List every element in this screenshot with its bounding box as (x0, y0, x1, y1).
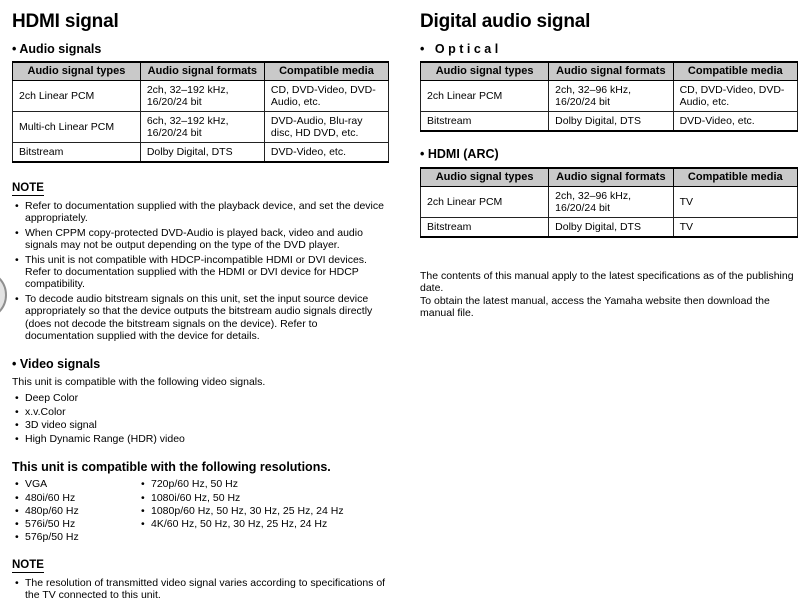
table-header-row (421, 62, 798, 81)
cell-formats: 2ch, 32–96 kHz, 16/20/24 bit (549, 81, 673, 112)
note-list (12, 577, 389, 602)
cell-media: DVD-Audio, Blu-ray disc, HD DVD, etc. (264, 112, 388, 143)
cell-type: 2ch Linear PCM (421, 81, 549, 112)
heading-resolutions: This unit is compatible with the following resolutions. (12, 460, 331, 475)
heading-hdmi-arc: • HDMI (ARC) (420, 147, 798, 161)
note-label: NOTE (12, 182, 44, 194)
cell-formats: 6ch, 32–192 kHz, 16/20/24 bit (140, 112, 264, 143)
cell-type: Bitstream (421, 112, 549, 132)
video-signals-block (12, 357, 389, 446)
hdmi-arc-table (420, 167, 798, 238)
table-row (13, 112, 389, 143)
col-header-media: Compatible media (264, 62, 388, 81)
cell-formats: Dolby Digital, DTS (549, 112, 673, 132)
cell-formats: 2ch, 32–192 kHz, 16/20/24 bit (140, 81, 264, 112)
digital-audio-signal-section (420, 12, 798, 319)
note-block-video (12, 555, 389, 602)
video-signals-intro: This unit is compatible with the following video signals. (12, 376, 266, 389)
page-title-hdmi: HDMI signal (12, 11, 119, 32)
cell-media: TV (673, 218, 797, 238)
cell-type: 2ch Linear PCM (13, 81, 141, 112)
resolution-item: • VGA (12, 478, 138, 491)
table-row (421, 112, 798, 132)
cell-media: DVD-Video, etc. (264, 143, 388, 163)
resolution-list-left (12, 478, 138, 543)
note-item: • This unit is not compatible with HDCP-incompatible HDMI or DVI devices. Refer to documentation supplied with the HDMI or DVI device for HDCP compatibility. (12, 254, 389, 291)
resolution-item: • 480p/60 Hz (12, 505, 138, 518)
table-row (421, 218, 798, 238)
cell-type: Bitstream (421, 218, 549, 238)
note-item: • Refer to documentation supplied with the playback device, and set the device appropriately. (12, 200, 389, 225)
hdmi-signal-section (12, 12, 389, 604)
footer-line: The contents of this manual apply to the latest specifications as of the publishing date. (420, 270, 794, 295)
page-turn-button[interactable] (0, 270, 7, 320)
col-header-types: Audio signal types (421, 62, 549, 81)
col-header-formats: Audio signal formats (549, 62, 673, 81)
table-header-row (421, 168, 798, 187)
note-label: NOTE (12, 558, 44, 571)
note-item: • When CPPM copy-protected DVD-Audio is played back, video and audio signals may not be output depending on the type of the DVD player. (12, 227, 389, 252)
col-header-types: Audio signal types (13, 62, 141, 81)
cell-formats: Dolby Digital, DTS (140, 143, 264, 163)
footer-line: To obtain the latest manual, access the Yamaha website then download the manual file. (420, 294, 770, 319)
cell-formats: 2ch, 32–96 kHz, 16/20/24 bit (549, 187, 673, 218)
page-title-digital: Digital audio signal (420, 11, 591, 32)
video-signal-item: • 3D video signal (12, 419, 389, 433)
note-item: • The resolution of transmitted video signal varies according to specifications of the TV connected to this unit. (12, 577, 389, 602)
heading-optical: • Optical (420, 42, 798, 56)
video-signal-list (12, 392, 389, 446)
cell-formats: Dolby Digital, DTS (549, 218, 673, 238)
cell-media: CD, DVD-Video, DVD-Audio, etc. (264, 81, 388, 112)
table-row (421, 81, 798, 112)
resolution-item: • 1080p/60 Hz, 50 Hz, 30 Hz, 25 Hz, 24 Hz (138, 505, 389, 518)
video-signal-item: • Deep Color (12, 392, 389, 406)
manual-footer-note (420, 270, 798, 319)
resolution-item: • 720p/60 Hz, 50 Hz (138, 478, 389, 491)
table-row (13, 143, 389, 163)
video-signal-item: • High Dynamic Range (HDR) video (12, 433, 389, 447)
cell-type: Multi-ch Linear PCM (13, 112, 141, 143)
cell-type: Bitstream (13, 143, 141, 163)
col-header-media: Compatible media (673, 168, 797, 187)
resolution-columns (12, 478, 389, 543)
heading-video-signals: • Video signals (12, 357, 389, 371)
resolution-item: • 4K/60 Hz, 50 Hz, 30 Hz, 25 Hz, 24 Hz (138, 518, 389, 531)
note-block-audio (12, 178, 389, 342)
col-header-media: Compatible media (673, 62, 797, 81)
table-header-row (13, 62, 389, 81)
video-signal-item: • x.v.Color (12, 406, 389, 420)
table-row (13, 81, 389, 112)
table-row (421, 187, 798, 218)
resolution-item: • 480i/60 Hz (12, 492, 138, 505)
note-list (12, 200, 389, 342)
resolution-item: • 1080i/60 Hz, 50 Hz (138, 492, 389, 505)
cell-media: DVD-Video, etc. (673, 112, 797, 132)
resolution-list-right (138, 478, 389, 543)
cell-type: 2ch Linear PCM (421, 187, 549, 218)
resolution-item: • 576i/50 Hz (12, 518, 138, 531)
resolution-item: • 576p/50 Hz (12, 531, 138, 544)
cell-media: TV (673, 187, 797, 218)
note-item: • To decode audio bitstream signals on this unit, set the input source device appropriately so that the device outputs the bitstream audio signals directly (does not decode the bitstream signals on the device). Refer to documentation supplied with the device for details. (12, 293, 389, 343)
heading-audio-signals: • Audio signals (12, 42, 389, 56)
cell-media: CD, DVD-Video, DVD-Audio, etc. (673, 81, 797, 112)
col-header-formats: Audio signal formats (140, 62, 264, 81)
optical-table (420, 61, 798, 132)
col-header-formats: Audio signal formats (549, 168, 673, 187)
col-header-types: Audio signal types (421, 168, 549, 187)
hdmi-audio-table (12, 61, 389, 163)
